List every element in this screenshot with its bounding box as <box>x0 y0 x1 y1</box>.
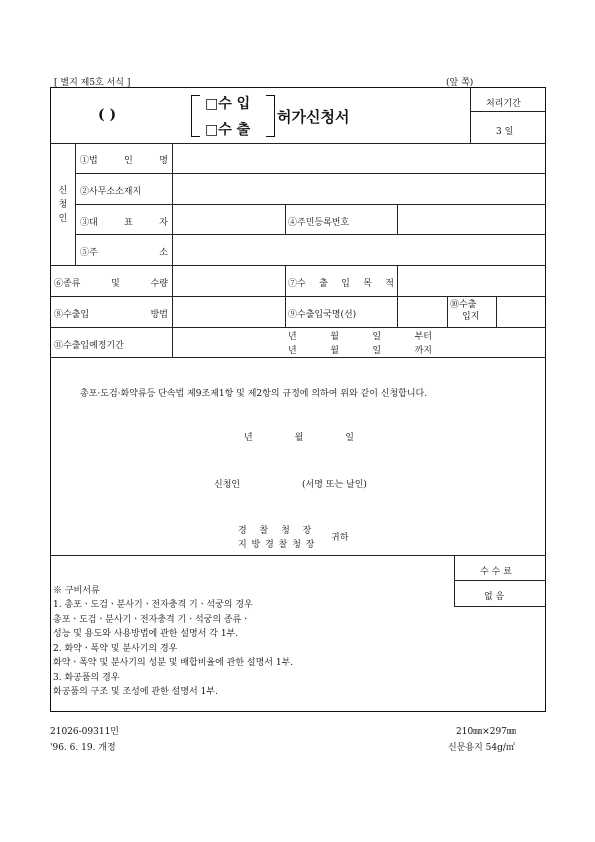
fee-label: 수 수 료 <box>480 567 512 577</box>
document-line: 총포ㆍ도검ㆍ분사기ㆍ전자충격 기ㆍ석궁의 종류ㆍ <box>53 615 250 625</box>
corp-name-label: ①법 인 명 <box>80 156 168 166</box>
row-line <box>75 173 546 174</box>
documents-heading: ※ 구비서류 <box>53 586 100 596</box>
paper-size: 210㎜×297㎜ <box>456 727 516 737</box>
fee-value: 없 음 <box>484 592 505 602</box>
row-line <box>50 357 546 358</box>
fee-box-line <box>454 580 546 581</box>
addressee-regional: 지 방 경 찰 청 장 <box>238 540 316 550</box>
cell-line <box>447 296 448 327</box>
title-divider <box>470 87 471 143</box>
option-import: □수 입 <box>205 96 251 112</box>
title-proc-line <box>470 111 545 112</box>
resident-no-label: ④주민등록번호 <box>288 218 350 228</box>
row-line <box>50 555 546 556</box>
processing-label: 처리기간 <box>486 99 521 109</box>
document-line: 화약ㆍ폭약 및 분사기의 성분 및 배합비율에 관한 설명서 1부. <box>53 658 294 668</box>
applicant-sign-label: 신청인 <box>214 480 241 490</box>
applicant-section-label: 신 청 인 <box>58 186 68 224</box>
form-code: 21026-09311민 <box>50 727 119 737</box>
option-export: □수 출 <box>205 122 251 138</box>
cell-line <box>496 296 497 327</box>
document-line: 성능 및 용도와 사용방법에 관한 설명서 각 1부. <box>53 629 239 639</box>
document-line: 3. 화공품의 경우 <box>53 673 120 683</box>
port-label: ⑩수출 입지 <box>450 300 480 322</box>
rep-label: ③대 표 자 <box>80 218 168 228</box>
row-line <box>50 327 546 328</box>
period-to: 년 월 일 까지 <box>288 346 432 356</box>
date-line: 년 월 일 <box>244 433 354 443</box>
honorific: 귀하 <box>331 533 349 543</box>
fee-box-bottom <box>454 606 546 607</box>
revision-date: '96. 6. 19. 개정 <box>50 743 116 753</box>
addressee-police: 경 찰 청 장 <box>238 526 317 536</box>
page-side: (앞 쪽) <box>446 78 474 88</box>
purpose-label: ⑦수 출 입 목 적 <box>288 279 394 289</box>
country-label: ⑨수출입국명(선) <box>288 310 357 320</box>
period-label: ⑪수출입예정기간 <box>54 341 124 351</box>
type-qty-label: ⑥종류 및 수량 <box>54 279 168 289</box>
row-line <box>50 296 546 297</box>
period-from: 년 월 일 부터 <box>288 332 432 342</box>
frame-right <box>545 87 546 711</box>
paper-type: 신문용지 54g/㎡ <box>448 743 515 753</box>
title-bracket-right <box>266 95 275 137</box>
frame-top <box>50 87 546 88</box>
title-bracket <box>191 95 200 137</box>
title-bottom <box>50 143 546 144</box>
cell-line <box>397 204 398 234</box>
title-paren: ( ) <box>98 107 117 123</box>
address-label: ⑤주 소 <box>80 248 168 258</box>
frame-left <box>50 87 51 711</box>
document-line: 1. 총포ㆍ도검ㆍ분사기ㆍ전자충격 기ㆍ석궁의 경우 <box>53 600 253 610</box>
office-label: ②사무소소재지 <box>80 187 142 197</box>
method-label: ⑧수출입 방법 <box>54 310 168 320</box>
applicant-bottom <box>50 265 546 266</box>
form-number: [ 별지 제5호 서식 ] <box>54 78 131 88</box>
processing-value: 3 일 <box>496 127 514 137</box>
label-col-line <box>172 143 173 357</box>
document-line: 2. 화약ㆍ폭약 및 분사기의 경우 <box>53 644 178 654</box>
form-title: 허가신청서 <box>277 108 350 126</box>
row-line <box>75 204 546 205</box>
row-line <box>75 234 546 235</box>
frame-bottom <box>50 711 546 712</box>
signature-hint: (서명 또는 날인) <box>302 480 367 490</box>
cell-line <box>285 204 286 234</box>
document-line: 화공품의 구조 및 조성에 관한 설명서 1부. <box>53 687 218 697</box>
statement-text: 총포·도검·화약류등 단속법 제9조제1항 및 제2항의 규정에 의하여 위와 같이 신청합니다. <box>80 389 428 399</box>
